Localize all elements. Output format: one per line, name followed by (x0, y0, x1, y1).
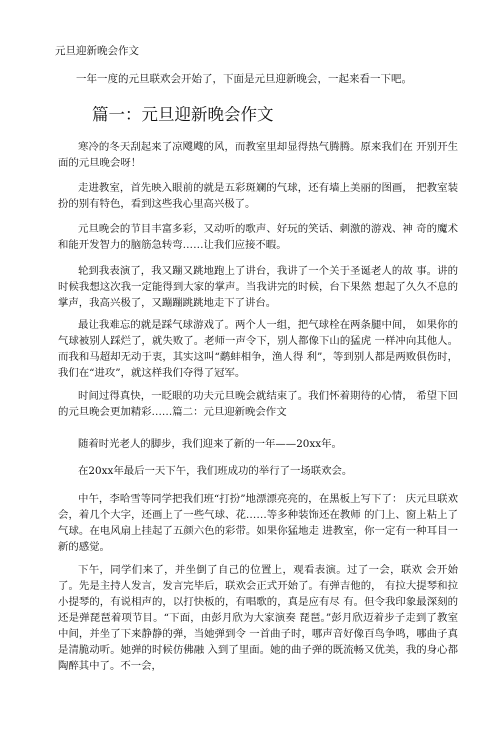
paragraph: 中午，李哈雪等同学把我们班“打扮”地漂漂亮亮的，在黑板上写下了： 庆元旦联欢会，着几个大字，还画上了一些气球、花……等多种装饰还在教师 的门上、窗上粘上了气球。在电风扇上挂起了五颜六色的彩带。如果你猛地走 进教室，你一定有一种耳目一新的感觉。 (58, 493, 458, 553)
paragraph: 最让我难忘的就是踩气球游戏了。两个人一组，把气球栓在两条腿中间， 如果你的气球被别人踩烂了，就失败了。老师一声令下，别人都像下山的猛虎 一样冲向其他人。而我和马超却无动于衷，其实这叫“鹬蚌相争，渔人得 利”，等到别人都是两败俱伤时，我们在“进攻”，就这样我们夺得了冠军。 (58, 319, 458, 379)
paragraph: 下午，同学们来了，并坐倒了自己的位置上，观看表演。过了一会，联欢 会开始了。先是主持人发言，发言完毕后，联欢会正式开始了。有弹吉他的， 有拉大提琴和拉小提琴的，有说相声的，以打快板的，有唱歌的，真是应有尽 有。但令我印象最深刻的还是弹琵琶着项节目。“下面，由彭月欣为大家演奏 琵琶。”彭月欣迈着步子走到了教室中间，并坐了下来静静的弹，当她弹到令 一首曲子时，哪声音好像百鸟争鸣，哪曲子真是清脆动听。她弹的时候仿佛融 入到了里面。她的曲子弹的既流畅又优美，我的身心都陶醉其中了。不一会， (58, 564, 458, 672)
paragraph: 元旦晚会的节目丰富多彩，又动听的歌声、好玩的笑话、刺激的游戏、神 奇的魔术和能开发智力的脑筋急转弯……让我们应接不暇。 (58, 223, 458, 251)
paragraph: 走进教室，首先映入眼前的就是五彩斑斓的气球，还有墙上美丽的图画， 把教室装扮的别有特色，看到这些我心里高兴极了。 (58, 182, 458, 210)
intro-line: 一年一度的元旦联欢会开始了，下面是元旦迎新晚会，一起来看一下吧。 (76, 73, 412, 85)
paragraph: 寒冷的冬天刮起来了凉飕飕的风，而教室里却显得热气腾腾。原来我们在 开别开生面的元旦晚会呀！ (58, 141, 458, 169)
document-title: 元旦迎新晚会作文 (55, 45, 139, 57)
paragraph: 在20xx年最后一天下午，我们班成功的举行了一场联欢会。 (78, 465, 353, 477)
paragraph: 轮到我表演了，我又蹦又跳地跑上了讲台，我讲了一个关于圣诞老人的故 事。讲的时候我想这次我一定能得到大家的掌声。当我讲完的时候，台下果然 想起了久久不息的掌声，我高兴极了，又蹦蹦跳跳地走下了讲台。 (58, 265, 458, 309)
paragraph: 随着时光老人的脚步，我们迎来了新的一年——20xx年。 (78, 438, 342, 450)
paragraph: 时间过得真快，一眨眼的功夫元旦晚会就结束了。我们怀着期待的心情， 希望下回的元旦晚会更加精彩……篇二：元旦迎新晚会作文 (58, 390, 458, 418)
section-heading: 篇一：元旦迎新晚会作文 (92, 105, 274, 124)
